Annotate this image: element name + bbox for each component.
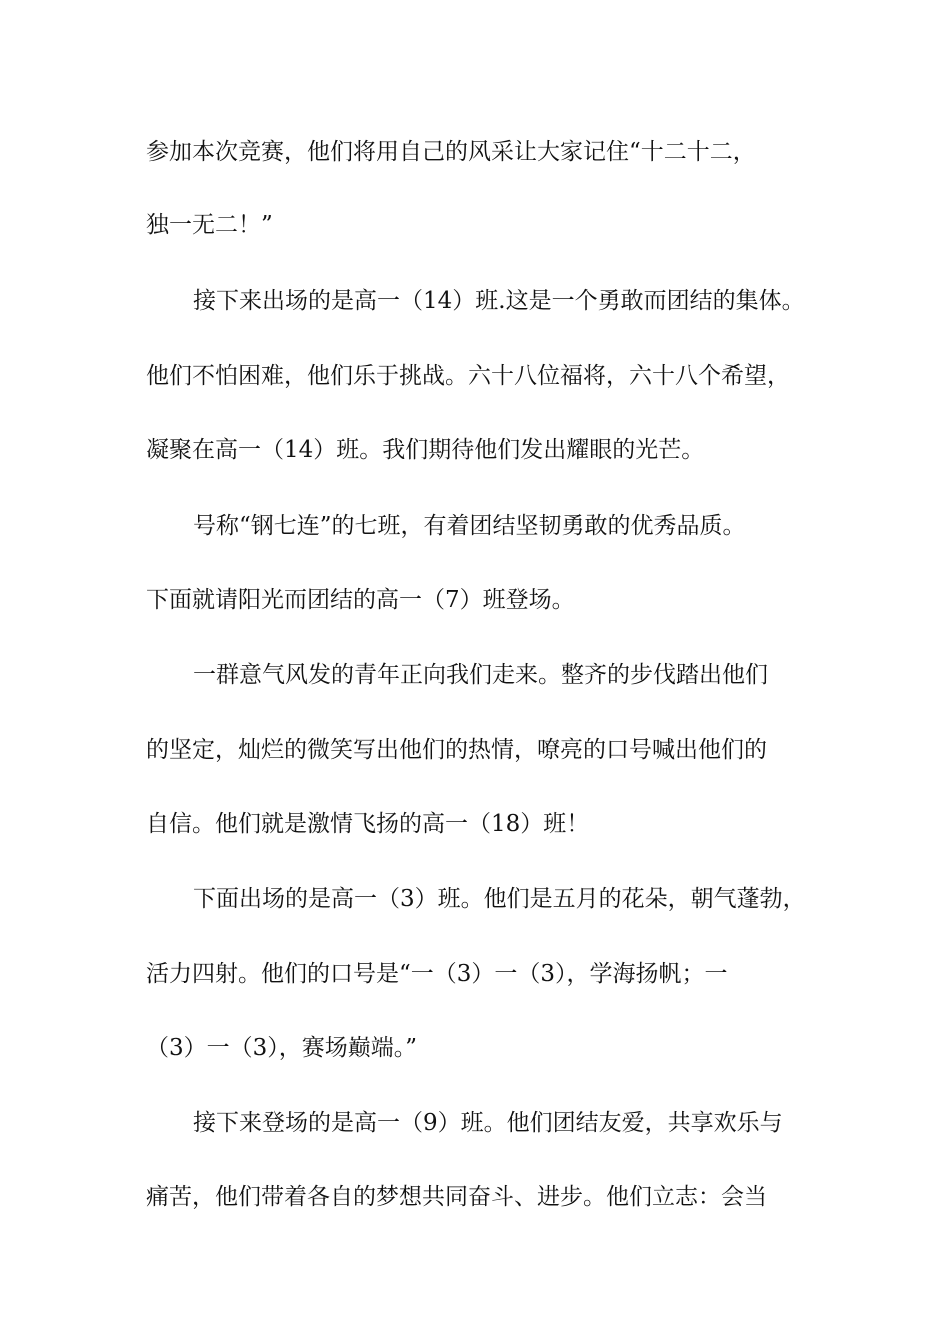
- text-line: 自信。他们就是激情飞扬的高一（18）班！: [146, 811, 590, 837]
- paragraph-start-line: 一群意气风发的青年正向我们走来。整齐的步伐踏出他们: [193, 662, 768, 688]
- paragraph-start-line: 接下来登场的是高一（9）班。他们团结友爱，共享欢乐与: [193, 1110, 783, 1136]
- text-line: 的坚定，灿烂的微笑写出他们的热情，嘹亮的口号喊出他们的: [146, 737, 767, 763]
- paragraph-start-line: 下面出场的是高一（3）班。他们是五月的花朵，朝气蓬勃，: [193, 886, 806, 912]
- text-line: 下面就请阳光而团结的高一（7）班登场。: [146, 587, 575, 613]
- text-line: 参加本次竞赛，他们将用自己的风采让大家记住“十二十二，: [146, 139, 756, 165]
- paragraph-start-line: 接下来出场的是高一（14）班.这是一个勇敢而团结的集体。: [193, 288, 805, 314]
- text-line: （3）一（3），赛场巅端。”: [146, 1035, 418, 1061]
- text-line: 他们不怕困难，他们乐于挑战。六十八位福将，六十八个希望，: [146, 363, 790, 389]
- paragraph-start-line: 号称“钢七连”的七班，有着团结坚韧勇敢的优秀品质。: [193, 513, 746, 539]
- text-line: 独一无二！”: [146, 212, 273, 238]
- text-line: 活力四射。他们的口号是“一（3）一（3），学海扬帆；一: [146, 961, 728, 987]
- text-line: 凝聚在高一（14）班。我们期待他们发出耀眼的光芒。: [146, 437, 705, 463]
- text-line: 痛苦，他们带着各自的梦想共同奋斗、进步。他们立志：会当: [146, 1184, 767, 1210]
